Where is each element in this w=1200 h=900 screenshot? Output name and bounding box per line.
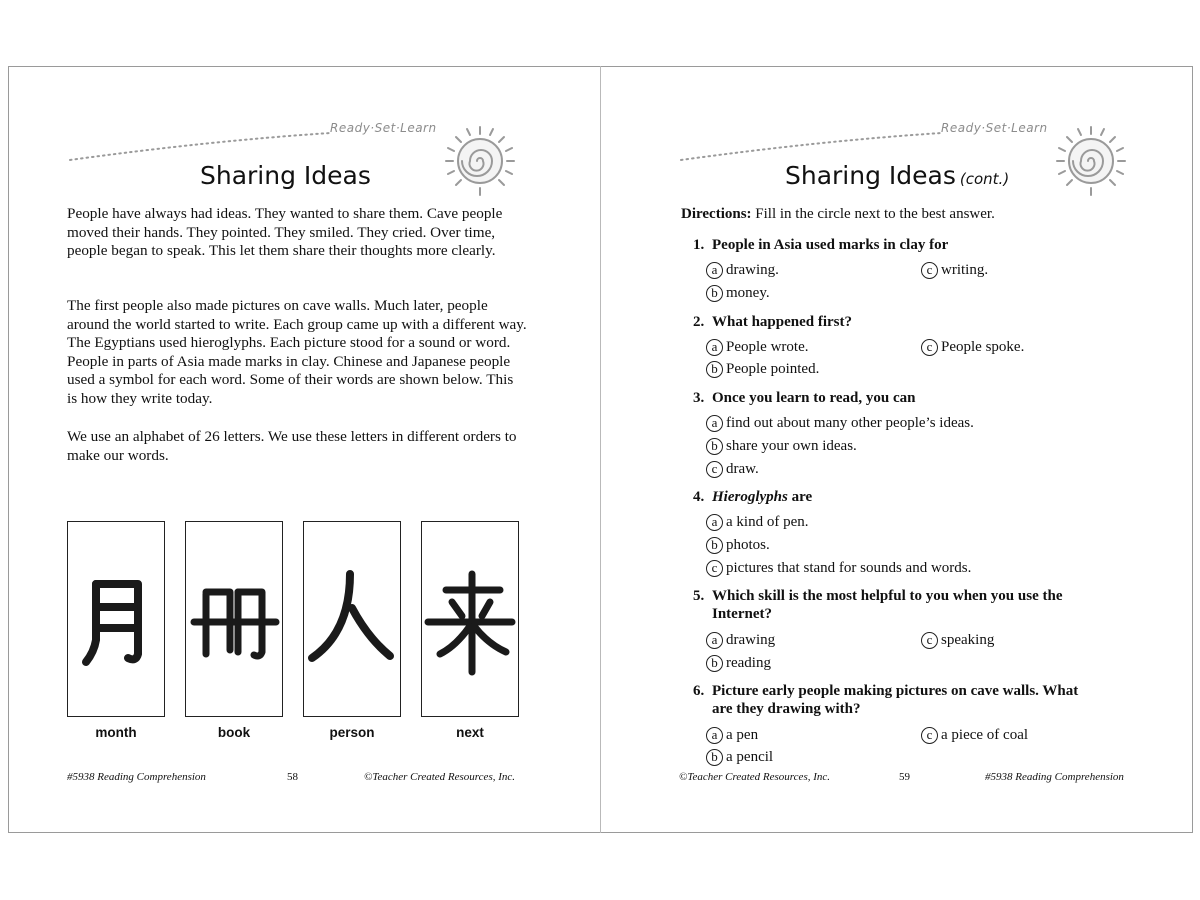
question-text: Once you learn to read, you can bbox=[712, 390, 916, 406]
directions-text: Fill in the circle next to the best answer. bbox=[755, 206, 995, 222]
symbol-book-glyph bbox=[186, 522, 281, 715]
answer-bubble[interactable]: c bbox=[921, 727, 938, 744]
question-number: 6. bbox=[693, 683, 705, 699]
directions-label: Directions: bbox=[681, 206, 752, 222]
symbol-panels bbox=[67, 521, 527, 763]
answer-option[interactable] bbox=[706, 337, 808, 357]
answer-text: People pointed. bbox=[726, 361, 820, 377]
symbol-panel-next bbox=[421, 521, 519, 717]
ready-set-learn-label: Ready·Set·Learn bbox=[330, 121, 437, 135]
answer-text: photos. bbox=[726, 537, 770, 553]
symbol-label-next: next bbox=[456, 725, 484, 740]
footer-right: #5938 Reading Comprehension bbox=[985, 771, 1124, 783]
answer-option[interactable] bbox=[921, 260, 988, 280]
question-number: 1. bbox=[693, 237, 705, 253]
question-text bbox=[712, 488, 1102, 506]
symbol-label-book: book bbox=[217, 725, 251, 740]
question-number: 4. bbox=[693, 489, 705, 505]
symbol-panel-month bbox=[67, 521, 165, 717]
symbol-person-glyph bbox=[304, 522, 399, 715]
answer-bubble[interactable]: b bbox=[706, 361, 723, 378]
answer-bubble[interactable]: c bbox=[706, 461, 723, 478]
answer-text: a pencil bbox=[726, 749, 774, 765]
footer-left: ©Teacher Created Resources, Inc. bbox=[679, 771, 831, 783]
right-page bbox=[601, 66, 1193, 833]
symbol-label-month: month bbox=[95, 725, 137, 740]
answer-bubble[interactable]: c bbox=[921, 632, 938, 649]
left-page bbox=[8, 66, 600, 833]
answer-text: reading bbox=[726, 655, 771, 671]
answer-option[interactable] bbox=[706, 283, 770, 303]
answer-text: a piece of coal bbox=[941, 727, 1029, 743]
page-title bbox=[785, 161, 1009, 190]
question-number: 2. bbox=[693, 314, 705, 330]
answer-text: writing. bbox=[941, 262, 989, 278]
page-title-suffix: (cont.) bbox=[959, 170, 1010, 188]
answer-bubble[interactable]: a bbox=[706, 415, 723, 432]
answer-bubble[interactable]: b bbox=[706, 655, 723, 672]
answer-bubble[interactable]: a bbox=[706, 262, 723, 279]
answer-option[interactable] bbox=[706, 535, 770, 555]
answer-bubble[interactable]: c bbox=[706, 560, 723, 577]
question-text-italic: Hieroglyphs bbox=[712, 489, 788, 505]
answer-text: pictures that stand for sounds and words. bbox=[726, 560, 972, 576]
symbol-month-glyph bbox=[68, 522, 163, 715]
page-title-text: Sharing Ideas bbox=[785, 161, 956, 190]
answer-option[interactable] bbox=[706, 747, 773, 767]
answer-bubble[interactable]: b bbox=[706, 537, 723, 554]
answer-option[interactable] bbox=[706, 436, 857, 456]
answer-option[interactable] bbox=[706, 413, 974, 433]
answer-option[interactable] bbox=[706, 459, 759, 479]
page-number: 58 bbox=[287, 771, 298, 783]
answer-text: money. bbox=[726, 285, 770, 301]
answer-option[interactable] bbox=[706, 725, 758, 745]
answer-option[interactable] bbox=[706, 630, 775, 650]
question-text: Which skill is the most helpful to you when you use the Internet? bbox=[712, 588, 1063, 622]
answer-option[interactable] bbox=[706, 653, 771, 673]
answer-option[interactable] bbox=[921, 725, 1028, 745]
directions bbox=[681, 206, 995, 223]
answer-option[interactable] bbox=[706, 558, 971, 578]
question-text: Picture early people making pictures on cave walls. What are they drawing with? bbox=[712, 683, 1079, 717]
question-text: What happened first? bbox=[712, 314, 853, 330]
page-number: 59 bbox=[899, 771, 910, 783]
answer-text: drawing bbox=[726, 632, 776, 648]
answer-bubble[interactable]: c bbox=[921, 339, 938, 356]
answer-text: draw. bbox=[726, 461, 759, 477]
answer-bubble[interactable]: b bbox=[706, 285, 723, 302]
symbol-next-glyph bbox=[422, 522, 517, 715]
symbol-panel-person bbox=[303, 521, 401, 717]
answer-text: share your own ideas. bbox=[726, 438, 857, 454]
question-text: People in Asia used marks in clay for bbox=[712, 237, 949, 253]
answer-text: a pen bbox=[726, 727, 759, 743]
answer-bubble[interactable]: b bbox=[706, 749, 723, 766]
answer-option[interactable] bbox=[706, 359, 819, 379]
paragraph-1: People have always had ideas. They wanted to share them. Cave people moved their hands. They pointed. They smiled. They cried. Over time, people began to speak. This let them share their thoughts more clearly. bbox=[67, 205, 503, 259]
answer-text: People wrote. bbox=[726, 339, 809, 355]
answer-bubble[interactable]: a bbox=[706, 339, 723, 356]
answer-text: find out about many other people’s ideas. bbox=[726, 415, 974, 431]
answer-bubble[interactable]: a bbox=[706, 727, 723, 744]
answer-text: People spoke. bbox=[941, 339, 1025, 355]
sun-swirl-icon bbox=[1051, 121, 1131, 201]
answer-option[interactable] bbox=[921, 630, 994, 650]
page-title: Sharing Ideas bbox=[200, 161, 371, 190]
question-number: 5. bbox=[693, 588, 705, 604]
question-number: 3. bbox=[693, 390, 705, 406]
answer-bubble[interactable]: a bbox=[706, 514, 723, 531]
answer-option[interactable] bbox=[921, 337, 1024, 357]
symbol-panel-book bbox=[185, 521, 283, 717]
answer-option[interactable] bbox=[706, 260, 779, 280]
question-text-rest: are bbox=[791, 489, 813, 505]
answer-option[interactable] bbox=[706, 512, 808, 532]
answer-text: speaking bbox=[941, 632, 995, 648]
answer-bubble[interactable]: b bbox=[706, 438, 723, 455]
footer-right: ©Teacher Created Resources, Inc. bbox=[364, 771, 516, 783]
answer-text: drawing. bbox=[726, 262, 779, 278]
symbol-label-person: person bbox=[329, 725, 375, 740]
paragraph-2: The first people also made pictures on cave walls. Much later, people around the world started to write. Each group came up with a different way. The Egyptians used hieroglyphs. Each picture stood for a sound or word. People in parts of Asia made marks in clay. Chinese and Japanese people used a symbol for each word. Some of their words are shown below. This is how they write today. bbox=[67, 297, 527, 407]
answer-text: a kind of pen. bbox=[726, 514, 809, 530]
footer-left: #5938 Reading Comprehension bbox=[67, 771, 206, 783]
ready-set-learn-label: Ready·Set·Learn bbox=[941, 121, 1048, 135]
answer-bubble[interactable]: a bbox=[706, 632, 723, 649]
sun-swirl-icon bbox=[440, 121, 520, 201]
answer-bubble[interactable]: c bbox=[921, 262, 938, 279]
paragraph-3: We use an alphabet of 26 letters. We use these letters in different orders to make our words. bbox=[67, 428, 517, 464]
